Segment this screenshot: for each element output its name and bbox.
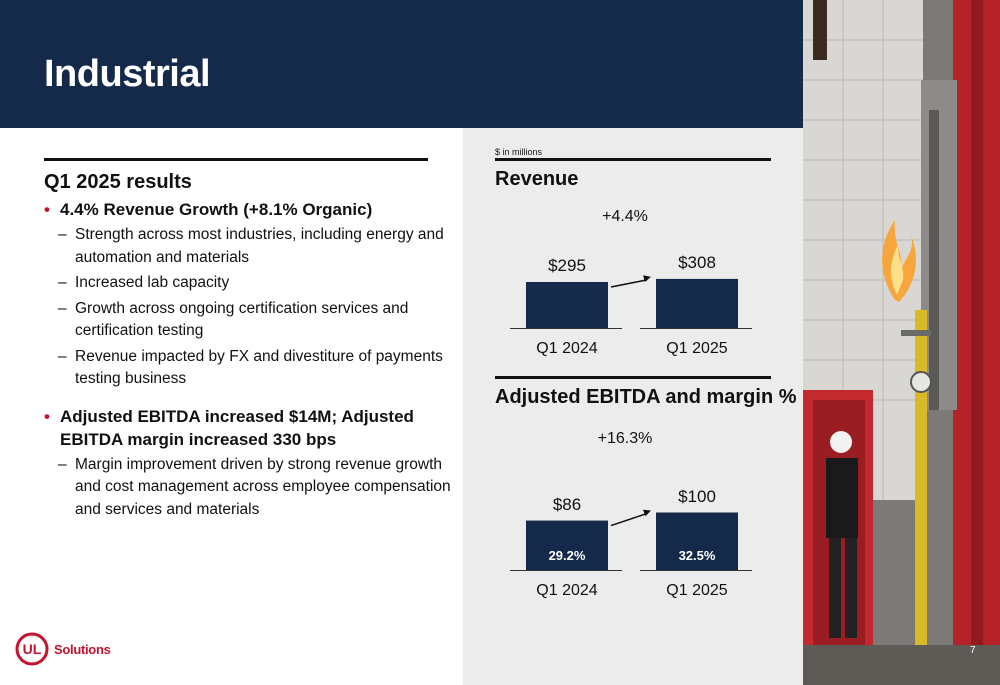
sub-bullet-item: – Growth across ongoing certification services and certification testing (44, 298, 454, 343)
sub-bullet-text: Strength across most industries, including energy and automation and materials (75, 226, 444, 266)
units-note: $ in millions (495, 147, 543, 157)
sub-bullet-item: – Strength across most industries, including energy and automation and materials (44, 224, 454, 269)
chart-canvas (463, 198, 803, 398)
bar-value-label: $308 (678, 252, 716, 272)
lab-photo (803, 0, 1000, 685)
ul-logo-letters: UL (22, 641, 42, 657)
page-title: Industrial (44, 53, 211, 95)
ul-logo-icon (15, 630, 49, 668)
category-label: Q1 2024 (536, 582, 598, 599)
bullet-item (44, 198, 454, 221)
charts-panel (463, 128, 803, 685)
chart-divider (495, 376, 771, 379)
growth-label: +16.3% (597, 430, 653, 447)
sub-bullet-text: Revenue impacted by FX and divestiture of payments testing business (75, 347, 443, 387)
brand-name: Solutions (54, 641, 111, 657)
title-banner (0, 0, 803, 128)
results-section (44, 158, 454, 521)
category-label: Q1 2025 (666, 340, 728, 357)
bar-value-label: $86 (552, 494, 582, 514)
sub-bullet-item: – Margin improvement driven by strong revenue growth and cost management across employee compensation and services and materials (44, 454, 454, 522)
bullet-text: Adjusted EBITDA increased $14M; Adjusted EBITDA margin increased 330 bps (60, 406, 414, 449)
margin-label: 32.5% (678, 548, 716, 563)
sub-bullet-item: – Revenue impacted by FX and divestiture of payments testing business (44, 346, 454, 391)
category-label: Q1 2025 (666, 582, 728, 599)
category-label: Q1 2024 (536, 340, 598, 357)
section-divider (44, 158, 428, 161)
revenue-chart (463, 198, 803, 378)
sub-bullet-text: Growth across ongoing certification services and certification testing (75, 299, 409, 339)
chart-canvas (463, 418, 803, 618)
bar-q1-2025 (656, 279, 738, 328)
revenue-chart-title: Revenue (495, 168, 579, 190)
sub-bullet-text: Margin improvement driven by strong revenue growth and cost management across employee compensation and services and materials (75, 455, 451, 518)
bullet-dot-icon: • (44, 406, 50, 426)
margin-label: 29.2% (548, 548, 586, 563)
lab-photo-illustration (803, 0, 1000, 685)
sub-bullet-text: Increased lab capacity (75, 274, 230, 291)
ul-solutions-logo (15, 630, 111, 668)
bullet-item (44, 405, 454, 451)
sub-bullet-item: – Increased lab capacity (44, 272, 454, 295)
bar-value-label: $295 (548, 255, 586, 275)
results-title: Q1 2025 results (44, 171, 192, 193)
growth-arrow-line (611, 514, 647, 526)
bar-q1-2024 (526, 282, 608, 328)
growth-arrow-icon (643, 510, 651, 517)
bar-value-label: $100 (678, 486, 716, 506)
ebitda-chart-title: Adjusted EBITDA and margin % (495, 386, 797, 408)
bullet-dot-icon: • (44, 200, 50, 219)
ebitda-chart (463, 418, 803, 608)
bullet-text: 4.4% Revenue Growth (+8.1% Organic) (60, 200, 373, 219)
chart-divider (495, 158, 771, 161)
growth-arrow-line (611, 280, 647, 287)
page-number: 7 (970, 645, 976, 656)
growth-label: +4.4% (602, 208, 648, 225)
